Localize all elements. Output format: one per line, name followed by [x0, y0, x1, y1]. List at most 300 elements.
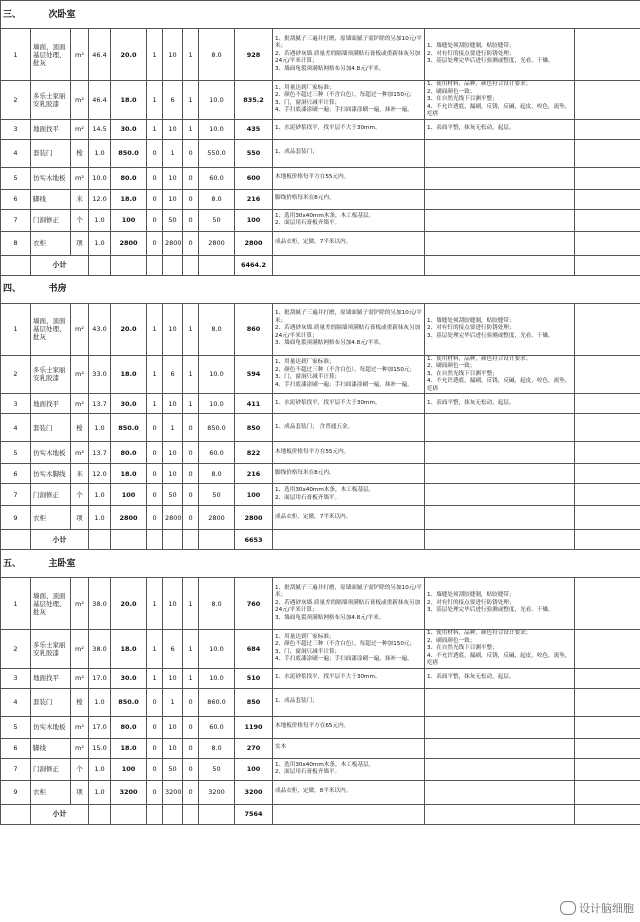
labor-cost: 50: [163, 758, 183, 780]
item-name: 仿实木地板: [31, 442, 71, 464]
unit-price: 100: [111, 209, 147, 231]
section-index: 四、: [1, 275, 31, 303]
material-cost: 0: [147, 167, 163, 189]
item-name: 多乐士家丽安乳胶漆: [31, 81, 71, 120]
unit: m²: [71, 355, 89, 394]
section-header: [1, 550, 640, 578]
empty-cell: [163, 1, 183, 29]
labor-cost: 6: [163, 355, 183, 394]
table-row: [1, 119, 640, 139]
table-row: [1, 355, 640, 394]
unit: 个: [71, 209, 89, 231]
item-number: 9: [1, 780, 31, 804]
empty-cell: [147, 275, 163, 303]
table-row: [1, 464, 640, 484]
remarks-cell: [575, 81, 640, 120]
item-name: 衣柜: [31, 231, 71, 255]
item-number: 2: [1, 81, 31, 120]
aux-cost: 1: [183, 578, 199, 630]
line-total: 850: [235, 414, 273, 442]
labor-cost: 1: [163, 139, 183, 167]
unit: m²: [71, 630, 89, 669]
quantity: 13.7: [89, 442, 111, 464]
item-number: 1: [1, 578, 31, 630]
item-number: 4: [1, 414, 31, 442]
process-notes: 1、成品套装门； 含普通五金。: [273, 414, 425, 442]
process-notes: 1、用量达到厂家标准； 2、颜色不超过三种（不含白色），每超过一种加150元； 3、门，窗洞只减半计算； 4、手扫底漆涂刷一遍；手扫面漆涂刷一遍，抹补一遍。: [273, 355, 425, 394]
aux-cost: 1: [183, 630, 199, 669]
line-total: 2800: [235, 231, 273, 255]
labor-cost: 6: [163, 81, 183, 120]
empty-cell: [147, 550, 163, 578]
unit: 个: [71, 758, 89, 780]
material-cost: 1: [147, 630, 163, 669]
material-cost: 1: [147, 578, 163, 630]
acceptance-criteria: [425, 442, 575, 464]
labor-cost: 10: [163, 119, 183, 139]
acceptance-criteria: 1、表面平整，抹灰无松动，起层。: [425, 668, 575, 688]
remarks-cell: [575, 167, 640, 189]
cost-subtotal: 60.0: [199, 167, 235, 189]
material-cost: 1: [147, 355, 163, 394]
labor-cost: 50: [163, 209, 183, 231]
empty-cell: [89, 275, 111, 303]
remarks-cell: [575, 231, 640, 255]
process-notes: 脚线价格每米在8元内。: [273, 189, 425, 209]
cost-subtotal: 10.0: [199, 81, 235, 120]
remarks-cell: [575, 394, 640, 414]
aux-cost: 0: [183, 506, 199, 530]
quantity: 1.0: [89, 506, 111, 530]
process-notes: 成品衣柜，定做。7平米以内。: [273, 506, 425, 530]
item-name: 门洞修正: [31, 484, 71, 506]
unit: 米: [71, 464, 89, 484]
labor-cost: 10: [163, 738, 183, 758]
unit-price: 18.0: [111, 630, 147, 669]
item-number: 6: [1, 738, 31, 758]
unit: m²: [71, 394, 89, 414]
acceptance-criteria: [425, 716, 575, 738]
item-number: 6: [1, 464, 31, 484]
item-name: 墙面、顶面基层处理、批灰: [31, 578, 71, 630]
unit: 项: [71, 506, 89, 530]
process-notes: 1、批刮腻子三遍并打磨，原墙面腻子需铲除的另加10元/平米； 2、若遇砂灰墙.质量差的隔墙须满贴石膏板或重新抹灰另加24元/平米计算； 3、墙面龟裂须满贴网格布另加4.8元/平米。: [273, 578, 425, 630]
aux-cost: 0: [183, 414, 199, 442]
process-notes: 木地板价格每平方在55元内。: [273, 442, 425, 464]
item-number: 2: [1, 630, 31, 669]
line-total: 850: [235, 688, 273, 716]
empty-cell: [183, 804, 199, 824]
cost-subtotal: 860.0: [199, 688, 235, 716]
aux-cost: 0: [183, 716, 199, 738]
item-number: 5: [1, 442, 31, 464]
subtotal-label: 小计: [31, 530, 89, 550]
subtotal-value: 6464.2: [235, 255, 273, 275]
aux-cost: 1: [183, 29, 199, 81]
cost-subtotal: 2800: [199, 231, 235, 255]
table-row: [1, 189, 640, 209]
material-cost: 0: [147, 464, 163, 484]
line-total: 594: [235, 355, 273, 394]
empty-cell: [575, 804, 640, 824]
line-total: 100: [235, 758, 273, 780]
item-number: 3: [1, 394, 31, 414]
remarks-cell: [575, 119, 640, 139]
empty-cell: [235, 275, 273, 303]
empty-cell: [425, 1, 575, 29]
subtotal-value: 6653: [235, 530, 273, 550]
empty-cell: [199, 530, 235, 550]
line-total: 100: [235, 484, 273, 506]
quantity: 1.0: [89, 688, 111, 716]
empty-cell: [575, 255, 640, 275]
empty-cell: [111, 1, 147, 29]
empty-cell: [111, 275, 147, 303]
empty-cell: [235, 550, 273, 578]
line-total: 550: [235, 139, 273, 167]
quantity: 1.0: [89, 414, 111, 442]
unit-price: 18.0: [111, 738, 147, 758]
material-cost: 1: [147, 119, 163, 139]
unit-price: 2800: [111, 231, 147, 255]
material-cost: 0: [147, 738, 163, 758]
acceptance-criteria: 1、墙缝处须刮胶缝制，贴胶缝带； 2、对有钉的接点要进行防锈处理； 3、基层处理完毕后进行验测或整度，光看、干燥。: [425, 29, 575, 81]
unit-price: 18.0: [111, 81, 147, 120]
empty-cell: [111, 255, 147, 275]
acceptance-criteria: [425, 688, 575, 716]
subtotal-row: [1, 255, 640, 275]
table-row: [1, 716, 640, 738]
empty-cell: [111, 804, 147, 824]
empty-cell: [147, 1, 163, 29]
aux-cost: 1: [183, 81, 199, 120]
item-name: 脚线: [31, 189, 71, 209]
process-notes: 木地板价格每平方在55元内。: [273, 167, 425, 189]
empty-cell: [163, 255, 183, 275]
item-name: 套装门: [31, 688, 71, 716]
process-notes: 1、用量达到厂家标准； 2、颜色不超过三种（不含白色），每超过一种加150元； 3、门，窗洞只减半计算； 4、手扫底漆涂刷一遍；手扫面漆涂刷一遍，抹补一遍。: [273, 81, 425, 120]
table-row: [1, 630, 640, 669]
item-name: 门洞修正: [31, 209, 71, 231]
section-index: 三、: [1, 1, 31, 29]
quantity: 15.0: [89, 738, 111, 758]
cost-subtotal: 60.0: [199, 442, 235, 464]
item-number: 6: [1, 189, 31, 209]
table-row: [1, 209, 640, 231]
material-cost: 1: [147, 394, 163, 414]
line-total: 835.2: [235, 81, 273, 120]
quantity: 12.0: [89, 464, 111, 484]
wechat-icon: [560, 901, 576, 915]
labor-cost: 10: [163, 442, 183, 464]
line-total: 684: [235, 630, 273, 669]
acceptance-criteria: [425, 414, 575, 442]
unit: 樘: [71, 139, 89, 167]
empty-cell: [273, 1, 425, 29]
line-total: 216: [235, 189, 273, 209]
cost-subtotal: 8.0: [199, 189, 235, 209]
subtotal-row: [1, 804, 640, 824]
acceptance-criteria: 1、表面平整，抹灰无松动，起层。: [425, 119, 575, 139]
labor-cost: 10: [163, 716, 183, 738]
cost-subtotal: 3200: [199, 780, 235, 804]
table-row: [1, 688, 640, 716]
quantity: 12.0: [89, 189, 111, 209]
remarks-cell: [575, 578, 640, 630]
empty-cell: [147, 804, 163, 824]
acceptance-criteria: 1、使用材料，品种，颜色符合设计要求； 2、刷面颜色一致； 3、在自然光线下目测平整； 4、不允许透底，漏刷，反锈，反碱，起皮，咬色，流坠，疙瘩: [425, 355, 575, 394]
empty-cell: [425, 804, 575, 824]
acceptance-criteria: 1、使用材料，品种，颜色符合设计要求； 2、刷面颜色一致； 3、在自然光线下目测平整； 4、不允许透底，漏刷，反锈，反碱，起皮，咬色，流坠，疙瘩: [425, 81, 575, 120]
section-header: [1, 1, 640, 29]
empty-cell: [183, 255, 199, 275]
section-header: [1, 275, 640, 303]
empty-cell: [111, 530, 147, 550]
labor-cost: 10: [163, 167, 183, 189]
empty-cell: [89, 1, 111, 29]
empty-cell: [163, 804, 183, 824]
material-cost: 1: [147, 303, 163, 355]
labor-cost: 10: [163, 668, 183, 688]
labor-cost: 3200: [163, 780, 183, 804]
watermark-text: 设计脑细胞: [579, 902, 634, 915]
acceptance-criteria: [425, 738, 575, 758]
cost-subtotal: 8.0: [199, 464, 235, 484]
unit-price: 850.0: [111, 414, 147, 442]
item-name: 衣柜: [31, 780, 71, 804]
aux-cost: 0: [183, 139, 199, 167]
labor-cost: 50: [163, 484, 183, 506]
unit: m²: [71, 303, 89, 355]
cost-subtotal: 550.0: [199, 139, 235, 167]
unit-price: 18.0: [111, 189, 147, 209]
material-cost: 0: [147, 716, 163, 738]
cost-subtotal: 8.0: [199, 303, 235, 355]
empty-cell: [199, 804, 235, 824]
process-notes: 成品衣柜，定做。7平米以内。: [273, 231, 425, 255]
subtotal-row: [1, 530, 640, 550]
process-notes: 1、批刮腻子三遍并打磨，原墙面腻子需铲除的另加10元/平米； 2、若遇砂灰墙.质量差的隔墙须满贴石膏板或重新抹灰另加24元/平米计算； 3、墙面龟裂须满贴网格布另加4.8元/平米。: [273, 29, 425, 81]
remarks-cell: [575, 303, 640, 355]
line-total: 100: [235, 209, 273, 231]
labor-cost: 10: [163, 189, 183, 209]
empty-cell: [183, 275, 199, 303]
table-row: [1, 303, 640, 355]
process-notes: 木地板价格每平方在65元内。: [273, 716, 425, 738]
unit-price: 100: [111, 484, 147, 506]
table-row: [1, 442, 640, 464]
aux-cost: 0: [183, 738, 199, 758]
table-row: [1, 167, 640, 189]
acceptance-criteria: 1、使用材料，品种，颜色符合设计要求； 2、刷面颜色一致； 3、在自然光线下目测平整； 4、不允许透底，漏刷，反锈，反碱，起皮，咬色，流坠，疙瘩: [425, 630, 575, 669]
empty-cell: [199, 1, 235, 29]
quantity: 13.7: [89, 394, 111, 414]
item-number: 1: [1, 303, 31, 355]
item-name: 套装门: [31, 414, 71, 442]
unit: 樘: [71, 688, 89, 716]
material-cost: 1: [147, 81, 163, 120]
empty-cell: [163, 275, 183, 303]
item-name: 仿实木地板: [31, 716, 71, 738]
item-number: 3: [1, 668, 31, 688]
acceptance-criteria: [425, 209, 575, 231]
material-cost: 0: [147, 209, 163, 231]
cost-subtotal: 8.0: [199, 738, 235, 758]
line-total: 3200: [235, 780, 273, 804]
quantity: 14.5: [89, 119, 111, 139]
unit: m²: [71, 119, 89, 139]
aux-cost: 0: [183, 758, 199, 780]
acceptance-criteria: [425, 167, 575, 189]
empty-cell: [147, 530, 163, 550]
item-number: 7: [1, 758, 31, 780]
item-name: 衣柜: [31, 506, 71, 530]
unit-price: 30.0: [111, 394, 147, 414]
item-name: 多乐士家丽安乳胶漆: [31, 630, 71, 669]
item-number: 5: [1, 716, 31, 738]
process-notes: 1、选用30x40mm木条，木工板基层。 2、面层用石膏板齐墙平。: [273, 484, 425, 506]
line-total: 2800: [235, 506, 273, 530]
unit: 项: [71, 780, 89, 804]
empty-cell: [235, 1, 273, 29]
table-row: [1, 758, 640, 780]
table-row: [1, 394, 640, 414]
table-row: [1, 668, 640, 688]
labor-cost: 10: [163, 29, 183, 81]
acceptance-criteria: [425, 758, 575, 780]
aux-cost: 0: [183, 189, 199, 209]
empty-cell: [89, 804, 111, 824]
section-index: 五、: [1, 550, 31, 578]
cost-subtotal: 8.0: [199, 29, 235, 81]
line-total: 510: [235, 668, 273, 688]
material-cost: 0: [147, 442, 163, 464]
labor-cost: 10: [163, 394, 183, 414]
section-title: 书房: [31, 275, 89, 303]
unit-price: 30.0: [111, 668, 147, 688]
empty-cell: [425, 530, 575, 550]
cost-subtotal: 10.0: [199, 355, 235, 394]
line-total: 216: [235, 464, 273, 484]
line-total: 928: [235, 29, 273, 81]
quantity: 46.4: [89, 81, 111, 120]
material-cost: 0: [147, 506, 163, 530]
empty-cell: [183, 1, 199, 29]
unit-price: 20.0: [111, 578, 147, 630]
cost-subtotal: 8.0: [199, 578, 235, 630]
table-row: [1, 81, 640, 120]
table-row: [1, 231, 640, 255]
quantity: 1.0: [89, 231, 111, 255]
table-row: [1, 484, 640, 506]
item-name: 多乐士家丽安乳胶漆: [31, 355, 71, 394]
empty-cell: [425, 255, 575, 275]
labor-cost: 10: [163, 303, 183, 355]
item-number: 7: [1, 484, 31, 506]
empty-cell: [147, 255, 163, 275]
empty-cell: [273, 255, 425, 275]
remarks-cell: [575, 758, 640, 780]
section-title: 主卧室: [31, 550, 89, 578]
material-cost: 0: [147, 780, 163, 804]
quantity: 38.0: [89, 630, 111, 669]
item-name: 地面找平: [31, 668, 71, 688]
remarks-cell: [575, 209, 640, 231]
empty-cell: [1, 530, 31, 550]
remarks-cell: [575, 414, 640, 442]
quantity: 38.0: [89, 578, 111, 630]
unit-price: 2800: [111, 506, 147, 530]
process-notes: 脚线价格每米在8元内。: [273, 464, 425, 484]
line-total: 600: [235, 167, 273, 189]
aux-cost: 0: [183, 780, 199, 804]
cost-subtotal: 50: [199, 209, 235, 231]
line-total: 822: [235, 442, 273, 464]
quantity: 10.0: [89, 167, 111, 189]
item-number: 8: [1, 231, 31, 255]
material-cost: 0: [147, 139, 163, 167]
aux-cost: 1: [183, 303, 199, 355]
empty-cell: [89, 255, 111, 275]
quantity: 1.0: [89, 758, 111, 780]
unit: 项: [71, 231, 89, 255]
acceptance-criteria: [425, 780, 575, 804]
cost-subtotal: 10.0: [199, 630, 235, 669]
material-cost: 0: [147, 484, 163, 506]
cost-subtotal: 10.0: [199, 394, 235, 414]
table-row: [1, 738, 640, 758]
item-number: 7: [1, 209, 31, 231]
watermark: [560, 900, 634, 916]
quantity: 1.0: [89, 780, 111, 804]
item-number: 9: [1, 506, 31, 530]
item-number: 4: [1, 688, 31, 716]
item-name: 地面找平: [31, 394, 71, 414]
empty-cell: [575, 550, 640, 578]
unit-price: 80.0: [111, 442, 147, 464]
remarks-cell: [575, 484, 640, 506]
labor-cost: 10: [163, 578, 183, 630]
empty-cell: [425, 550, 575, 578]
remarks-cell: [575, 139, 640, 167]
item-number: 5: [1, 167, 31, 189]
section-title: 次卧室: [31, 1, 89, 29]
unit-price: 80.0: [111, 716, 147, 738]
table-row: [1, 506, 640, 530]
item-name: 仿实木地板: [31, 167, 71, 189]
acceptance-criteria: 1、墙缝处须刮胶缝制，贴胶缝带； 2、对有钉的接点要进行防锈处理； 3、基层处理完毕后进行验测或整度，光看、干燥。: [425, 303, 575, 355]
line-total: 270: [235, 738, 273, 758]
empty-cell: [183, 550, 199, 578]
process-notes: 1、选用30x40mm木条，木工板基层。 2、面层用石膏板齐墙平。: [273, 209, 425, 231]
cost-subtotal: 60.0: [199, 716, 235, 738]
empty-cell: [273, 804, 425, 824]
unit: m²: [71, 167, 89, 189]
table-row: [1, 29, 640, 81]
item-number: 1: [1, 29, 31, 81]
quantity: 1.0: [89, 209, 111, 231]
remarks-cell: [575, 506, 640, 530]
remarks-cell: [575, 464, 640, 484]
material-cost: 0: [147, 758, 163, 780]
acceptance-criteria: 1、墙缝处须刮胶缝制，贴胶缝带； 2、对有钉的接点要进行防锈处理； 3、基层处理完毕后进行验测或整度，光看、干燥。: [425, 578, 575, 630]
cost-subtotal: 10.0: [199, 119, 235, 139]
unit: 米: [71, 189, 89, 209]
empty-cell: [89, 530, 111, 550]
aux-cost: 0: [183, 442, 199, 464]
cost-subtotal: 50: [199, 758, 235, 780]
remarks-cell: [575, 738, 640, 758]
